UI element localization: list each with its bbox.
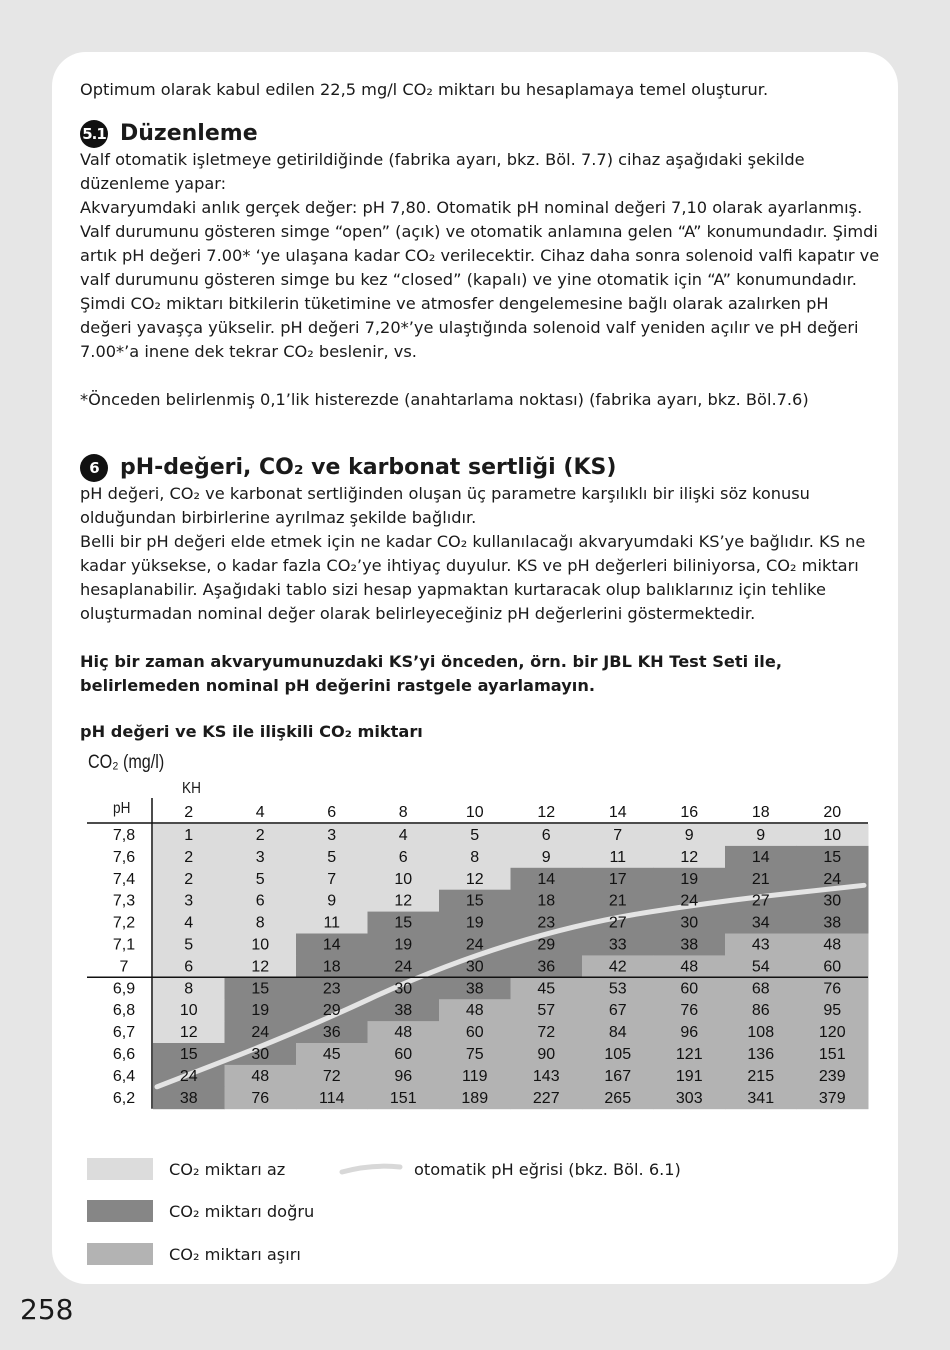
table-cell: 27 bbox=[608, 914, 627, 932]
warning-text: Hiç bir zaman akvaryumunuzdaki KS’yi önceden, örn. bir JBL KH Test Seti ile, belirlemeden nominal pH değerini rastgele ayarlamayın. bbox=[80, 652, 782, 695]
table-cell: 143 bbox=[532, 1067, 560, 1085]
table-cell: 21 bbox=[608, 892, 627, 910]
ph-value: 7,1 bbox=[112, 936, 136, 954]
table-cell: 60 bbox=[394, 1046, 413, 1063]
table-cell: 45 bbox=[537, 980, 556, 998]
table-cell: 7 bbox=[613, 827, 623, 844]
ph-value: 7,8 bbox=[112, 827, 136, 844]
table-cell: 114 bbox=[318, 1089, 345, 1107]
table-cell: 18 bbox=[537, 892, 556, 910]
table-cell: 15 bbox=[394, 914, 413, 932]
table-cell: 8 bbox=[255, 914, 265, 932]
table-cell: 60 bbox=[465, 1024, 484, 1042]
table-cell: 24 bbox=[251, 1024, 270, 1042]
table-cell: 11 bbox=[609, 848, 627, 866]
kh-value: 2 bbox=[184, 804, 194, 821]
table-cell: 86 bbox=[751, 1002, 770, 1020]
table-cell: 24 bbox=[394, 958, 413, 976]
table-cell: 8 bbox=[184, 980, 194, 998]
legend-swatch-right bbox=[87, 1200, 153, 1222]
table-cell: 341 bbox=[747, 1089, 775, 1107]
ph-value: 6,9 bbox=[112, 980, 136, 998]
ph-value: 7,6 bbox=[112, 848, 136, 866]
table-cell: 10 bbox=[823, 827, 842, 844]
ph-value: 7,3 bbox=[112, 892, 136, 910]
table-cell: 6 bbox=[184, 958, 194, 976]
table-cell: 30 bbox=[823, 892, 842, 910]
kh-value: 14 bbox=[608, 804, 627, 821]
table-cell: 30 bbox=[465, 958, 484, 976]
table-cell: 14 bbox=[751, 848, 770, 866]
legend-excess bbox=[87, 1243, 301, 1265]
table-cell: 10 bbox=[251, 936, 270, 954]
table-cell: 4 bbox=[398, 827, 408, 844]
table-cell: 95 bbox=[823, 1002, 842, 1020]
table-cell: 29 bbox=[322, 1002, 341, 1020]
table-cell: 2 bbox=[184, 870, 194, 888]
table-cell: 45 bbox=[322, 1046, 341, 1063]
table-cell: 24 bbox=[680, 892, 699, 910]
table-cell: 120 bbox=[818, 1024, 846, 1042]
ph-value: 6,2 bbox=[112, 1089, 136, 1107]
table-cell: 76 bbox=[251, 1089, 270, 1107]
legend-swatch-excess bbox=[87, 1243, 153, 1265]
table-cell: 3 bbox=[184, 892, 194, 910]
table-cell: 3 bbox=[327, 827, 337, 844]
table-cell: 15 bbox=[823, 848, 842, 866]
ph-value: 6,7 bbox=[112, 1024, 136, 1042]
table-cell: 38 bbox=[680, 936, 699, 954]
table-cell: 27 bbox=[751, 892, 770, 910]
table-cell: 12 bbox=[465, 870, 484, 888]
legend-label: CO₂ miktarı doğru bbox=[169, 1201, 315, 1221]
table-cell: 43 bbox=[751, 936, 770, 954]
table-cell: 12 bbox=[394, 892, 413, 910]
table-cell: 24 bbox=[465, 936, 484, 954]
table-cell: 30 bbox=[394, 980, 413, 998]
table-cell: 5 bbox=[327, 848, 337, 866]
table-cell: 48 bbox=[680, 958, 699, 976]
page-number: 258 bbox=[20, 1293, 74, 1326]
table-cell: 12 bbox=[251, 958, 270, 976]
kh-header: KH bbox=[182, 780, 201, 797]
table-cell: 34 bbox=[751, 914, 770, 932]
table-cell: 303 bbox=[675, 1089, 703, 1107]
table-cell: 189 bbox=[461, 1089, 489, 1107]
table-cell: 19 bbox=[465, 914, 484, 932]
table-cell: 48 bbox=[251, 1067, 270, 1085]
table-cell: 11 bbox=[323, 914, 341, 932]
table-cell: 76 bbox=[823, 980, 842, 998]
table-cell: 121 bbox=[675, 1046, 703, 1063]
table-cell: 136 bbox=[747, 1046, 775, 1063]
table-cell: 151 bbox=[818, 1046, 846, 1063]
ph-value: 6,4 bbox=[112, 1067, 136, 1085]
table-cell: 9 bbox=[756, 827, 766, 844]
table-cell: 60 bbox=[823, 958, 842, 976]
table-cell: 18 bbox=[322, 958, 341, 976]
ph-value: 7 bbox=[119, 958, 129, 976]
table-cell: 57 bbox=[537, 1002, 556, 1020]
table-cell: 8 bbox=[470, 848, 480, 866]
table-cell: 23 bbox=[537, 914, 556, 932]
table-cell: 17 bbox=[608, 870, 627, 888]
legend-right bbox=[87, 1200, 314, 1222]
kh-value: 16 bbox=[680, 804, 699, 821]
paragraph: Akvaryumdaki anlık gerçek değer: pH 7,80. Otomatik pH nominal değeri 7,10 olarak ayarlanmış. Valf durumunu gösteren simge “open” (açık) ve otomatik anlamına gelen “A” konumundadır. Şimdi artık pH değeri 7.00* ‘ye ulaşana kadar CO₂ verilecektir. Cihaz daha sonra solenoid valfi kapatır ve valf durumunu gösteren simge bu kez “closed” (kapalı) ve yine otomatik için “A” konumundadır. bbox=[80, 198, 880, 289]
table-cell: 2 bbox=[184, 848, 194, 866]
table-cell: 19 bbox=[394, 936, 413, 954]
table-cell: 379 bbox=[818, 1089, 846, 1107]
paragraph: Şimdi CO₂ miktarı bitkilerin tüketimine ve atmosfer dengelemesine bağlı olarak azalırken pH değeri yavaşça yükselir. pH değeri 7,20*’ye ulaştığında solenoid valf yeniden açılır ve pH değeri 7.00*’a inene dek tekrar CO₂ beslenir, vs. bbox=[80, 294, 859, 361]
table-cell: 105 bbox=[604, 1046, 632, 1063]
table-cell: 72 bbox=[537, 1024, 556, 1042]
table-cell: 7 bbox=[327, 870, 337, 888]
table-cell: 96 bbox=[680, 1024, 699, 1042]
table-cell: 90 bbox=[537, 1046, 556, 1063]
table-cell: 4 bbox=[184, 914, 194, 932]
ph-value: 6,6 bbox=[112, 1046, 136, 1063]
ph-value: 7,2 bbox=[112, 914, 136, 932]
table-cell: 239 bbox=[818, 1067, 846, 1085]
kh-value: 4 bbox=[255, 804, 265, 821]
ph-value: 6,8 bbox=[112, 1002, 136, 1020]
kh-value: 20 bbox=[823, 804, 842, 821]
kh-value: 10 bbox=[465, 804, 484, 821]
table-cell: 6 bbox=[398, 848, 408, 866]
section-number-badge: 6 bbox=[80, 454, 108, 482]
legend-low bbox=[87, 1158, 285, 1180]
table-cell: 48 bbox=[823, 936, 842, 954]
table-cell: 36 bbox=[322, 1024, 341, 1042]
ph-header: pH bbox=[113, 800, 131, 817]
table-cell: 72 bbox=[322, 1067, 341, 1085]
table-cell: 9 bbox=[684, 827, 694, 844]
paragraph: Valf otomatik işletmeye getirildiğinde (fabrika ayarı, bkz. Böl. 7.7) cihaz aşağıdaki şekilde düzenleme yapar: bbox=[80, 150, 805, 193]
table-cell: 1 bbox=[184, 827, 194, 844]
table-cell: 119 bbox=[461, 1067, 488, 1085]
table-cell: 12 bbox=[179, 1024, 198, 1042]
table-cell: 76 bbox=[680, 1002, 699, 1020]
table-cell: 75 bbox=[465, 1046, 484, 1063]
table-cell: 68 bbox=[751, 980, 770, 998]
table-cell: 5 bbox=[184, 936, 194, 954]
section-5-1-title: Düzenleme bbox=[120, 121, 258, 146]
table-cell: 19 bbox=[251, 1002, 270, 1020]
section-number-badge: 5.1 bbox=[80, 120, 108, 148]
table-cell: 38 bbox=[394, 1002, 413, 1020]
table-cell: 151 bbox=[389, 1089, 417, 1107]
table-cell: 9 bbox=[327, 892, 337, 910]
table-cell: 2 bbox=[255, 827, 265, 844]
table-cell: 14 bbox=[537, 870, 556, 888]
section-6-title: pH-değeri, CO₂ ve karbonat sertliği (KS) bbox=[120, 455, 617, 480]
table-cell: 67 bbox=[608, 1002, 627, 1020]
legend-label: CO₂ miktarı az bbox=[169, 1159, 286, 1179]
table-cell: 33 bbox=[608, 936, 627, 954]
table-cell: 54 bbox=[751, 958, 770, 976]
unit-label: CO₂ (mg/l) bbox=[88, 752, 165, 773]
table-cell: 5 bbox=[470, 827, 480, 844]
table-cell: 21 bbox=[751, 870, 770, 888]
table-cell: 48 bbox=[394, 1024, 413, 1042]
table-cell: 10 bbox=[179, 1002, 198, 1020]
table-cell: 191 bbox=[675, 1067, 703, 1085]
footnote: *Önceden belirlenmiş 0,1’lik histerezde (anahtarlama noktası) (fabrika ayarı, bkz. Böl.7.6) bbox=[80, 390, 809, 409]
table-cell: 14 bbox=[322, 936, 341, 954]
table-cell: 5 bbox=[255, 870, 265, 888]
table-cell: 84 bbox=[608, 1024, 627, 1042]
table-cell: 42 bbox=[608, 958, 627, 976]
table-cell: 23 bbox=[322, 980, 341, 998]
paragraph: pH değeri, CO₂ ve karbonat sertliğinden oluşan üç parametre karşılıklı bir ilişki söz konusu olduğundan birbirlerine ayrılmaz şekilde bağlıdır. bbox=[80, 484, 810, 527]
table-cell: 15 bbox=[251, 980, 270, 998]
table-cell: 215 bbox=[747, 1067, 775, 1085]
table-cell: 6 bbox=[541, 827, 551, 844]
table-cell: 38 bbox=[465, 980, 484, 998]
legend-curve bbox=[338, 1158, 681, 1180]
table-cell: 30 bbox=[680, 914, 699, 932]
ph-value: 7,4 bbox=[112, 870, 136, 888]
table-cell: 36 bbox=[537, 958, 556, 976]
table-cell: 3 bbox=[255, 848, 265, 866]
table-cell: 15 bbox=[465, 892, 484, 910]
table-cell: 9 bbox=[541, 848, 551, 866]
table-cell: 19 bbox=[680, 870, 699, 888]
table-cell: 10 bbox=[394, 870, 413, 888]
kh-value: 18 bbox=[751, 804, 770, 821]
table-cell: 38 bbox=[823, 914, 842, 932]
table-cell: 167 bbox=[604, 1067, 632, 1085]
table-cell: 53 bbox=[608, 980, 627, 998]
table-cell: 12 bbox=[680, 848, 699, 866]
paragraph: Belli bir pH değeri elde etmek için ne kadar CO₂ kullanılacağı akvaryumdaki KS’ye bağlıdır. KS ne kadar yüksekse, o kadar fazla CO₂’ye ihtiyaç duyulur. KS ve pH değerleri biliniyorsa, CO₂ miktarı hesaplanabilir. Aşağıdaki tablo sizi hesap yapmaktan kurtaracak olup balıklarınız için tehlike oluşturmadan nominal değer olarak belirleyeceğiniz pH değerlerini göstermektedir. bbox=[80, 532, 866, 623]
legend-label: otomatik pH eğrisi (bkz. Böl. 6.1) bbox=[414, 1159, 681, 1179]
legend-label: CO₂ miktarı aşırı bbox=[169, 1244, 301, 1264]
table-cell: 227 bbox=[532, 1089, 560, 1107]
table-cell: 48 bbox=[465, 1002, 484, 1020]
table-cell: 30 bbox=[251, 1046, 270, 1063]
table-cell: 60 bbox=[680, 980, 699, 998]
intro-text: Optimum olarak kabul edilen 22,5 mg/l CO₂ miktarı bu hesaplamaya temel oluşturur. bbox=[80, 80, 769, 99]
chart-title: pH değeri ve KS ile ilişkili CO₂ miktarı bbox=[80, 722, 423, 741]
table-cell: 24 bbox=[823, 870, 842, 888]
table-cell: 24 bbox=[179, 1067, 198, 1085]
table-cell: 6 bbox=[255, 892, 265, 910]
legend-swatch-low bbox=[87, 1158, 153, 1180]
table-cell: 15 bbox=[179, 1046, 198, 1063]
kh-value: 12 bbox=[537, 804, 556, 821]
table-cell: 108 bbox=[747, 1024, 775, 1042]
kh-value: 6 bbox=[327, 804, 337, 821]
table-cell: 38 bbox=[179, 1089, 198, 1107]
table-cell: 29 bbox=[537, 936, 556, 954]
table-cell: 96 bbox=[394, 1067, 413, 1085]
table-cell: 265 bbox=[604, 1089, 632, 1107]
kh-value: 8 bbox=[398, 804, 408, 821]
legend-curve-swatch bbox=[338, 1158, 404, 1180]
